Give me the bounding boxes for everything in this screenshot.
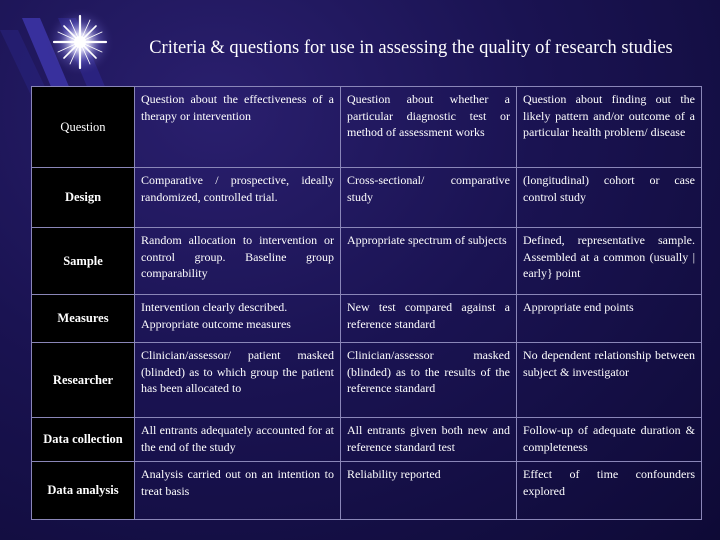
table-cell: (longitudinal) cohort or case control study xyxy=(517,168,702,228)
table-row xyxy=(32,168,702,228)
table-row xyxy=(32,462,702,520)
table-row xyxy=(32,295,702,343)
table-cell: Intervention clearly described. Appropriate outcome measures xyxy=(135,295,341,343)
table-cell: No dependent relationship between subject & investigator xyxy=(517,343,702,418)
table-cell: Cross-sectional/ comparative study xyxy=(341,168,517,228)
row-label-data-collection: Data collection xyxy=(32,418,135,462)
table-cell: Analysis carried out on an intention to treat basis xyxy=(135,462,341,520)
table-cell: Comparative / prospective, ideally randomized, controlled trial. xyxy=(135,168,341,228)
table-cell: Appropriate end points xyxy=(517,295,702,343)
table-cell: Defined, representative sample. Assembled at a common (usually | early} point xyxy=(517,228,702,295)
table-row xyxy=(32,418,702,462)
table-cell: Question about finding out the likely pattern and/or outcome of a particular health problem/ disease xyxy=(517,87,702,168)
table-cell: New test compared against a reference standard xyxy=(341,295,517,343)
table-row xyxy=(32,87,702,168)
table-cell: All entrants given both new and reference standard test xyxy=(341,418,517,462)
row-label-question: Question xyxy=(32,87,135,168)
table-row xyxy=(32,228,702,295)
table-cell: Reliability reported xyxy=(341,462,517,520)
table-cell: Question about the effectiveness of a therapy or intervention xyxy=(135,87,341,168)
row-label-data-analysis: Data analysis xyxy=(32,462,135,520)
table-cell: Follow-up of adequate duration & completeness xyxy=(517,418,702,462)
table-row xyxy=(32,343,702,418)
row-label-researcher: Researcher xyxy=(32,343,135,418)
row-label-design: Design xyxy=(32,168,135,228)
page-title: Criteria & questions for use in assessing the quality of research studies xyxy=(149,38,673,58)
table-cell: Clinician/assessor/ patient masked (blinded) as to which group the patient has been allocated to xyxy=(135,343,341,418)
table-cell: Random allocation to intervention or control group. Baseline group comparability xyxy=(135,228,341,295)
row-label-sample: Sample xyxy=(32,228,135,295)
table-cell: Clinician/assessor masked (blinded) as to the results of the reference standard xyxy=(341,343,517,418)
criteria-table xyxy=(31,86,702,520)
table-cell: Question about whether a particular diagnostic test or method of assessment works xyxy=(341,87,517,168)
table-cell: Appropriate spectrum of subjects xyxy=(341,228,517,295)
table-cell: All entrants adequately accounted for at the end of the study xyxy=(135,418,341,462)
table-cell: Effect of time confounders explored xyxy=(517,462,702,520)
row-label-measures: Measures xyxy=(32,295,135,343)
